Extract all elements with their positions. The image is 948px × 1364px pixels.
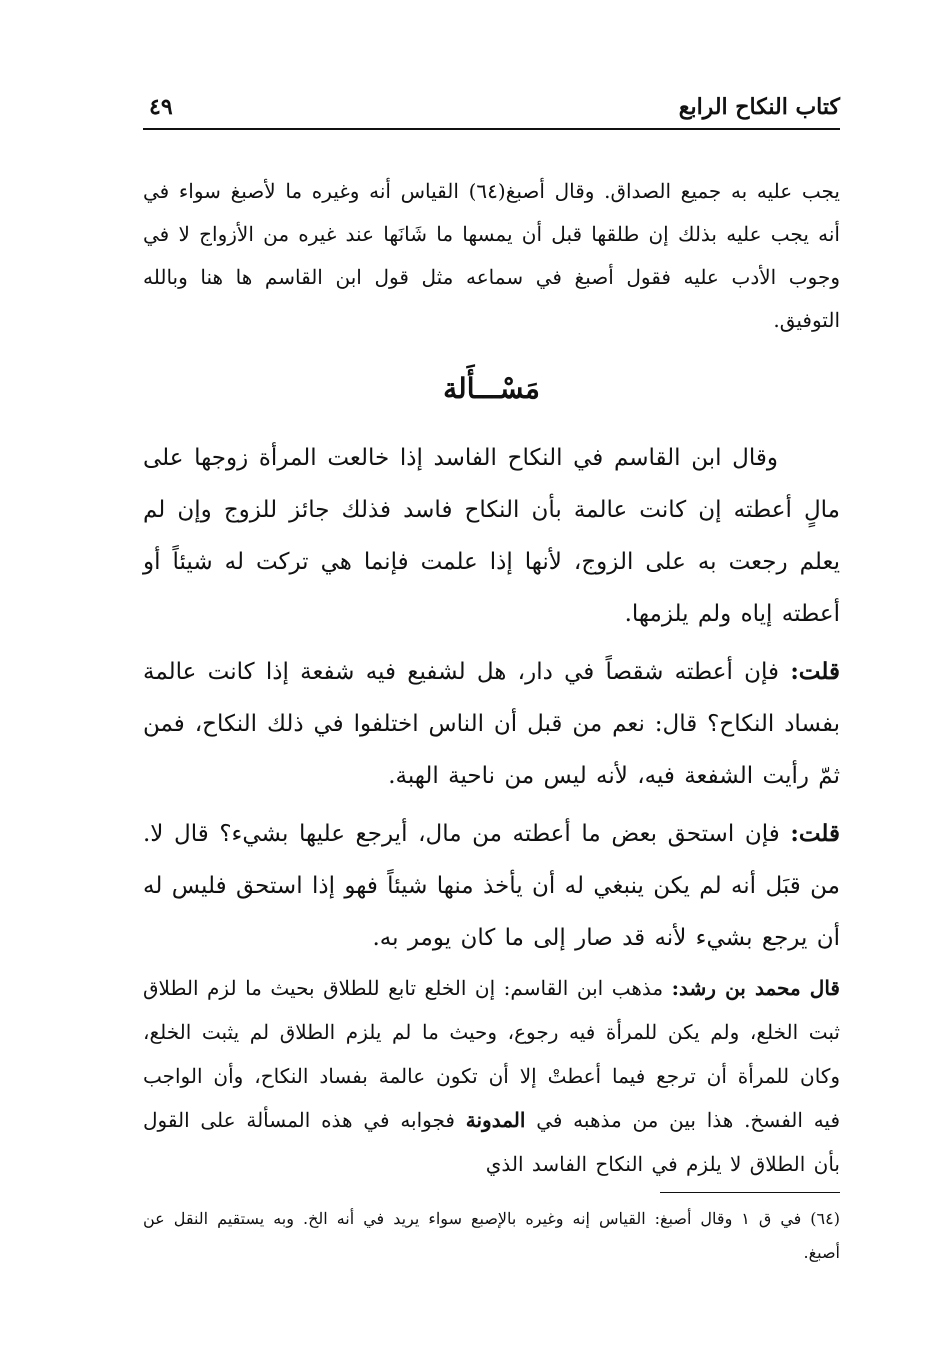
issue-paragraph-1: وقال ابن القاسم في النكاح الفاسد إذا خالعت المرأة زوجها على مالٍ أعطته إن كانت عالمة بأن النكاح فاسد فذلك جائز للزوج وإن لم يعلم رجعت به على الزوج، لأنها إذا علمت فإنما هي تركت له شيئاً أو أعطته إياه ولم يلزمها. (143, 445, 840, 627)
page-number: ٤٩ (149, 94, 173, 120)
page-header (143, 88, 840, 130)
running-title: كتاب النكاح الرابع (678, 94, 840, 120)
source-name: المدونة (465, 1108, 526, 1132)
intro-paragraph: يجب عليه به جميع الصداق. وقال أصبغ(٦٤) القياس أنه وغيره ما لأصبغ سواء في أنه يجب عليه بذلك إن طلقها قبل أن يمسها ما شَانَها عند غيره من الأزواج لا في وجوب الأدب عليه فقول أصبغ في سماعه مثل قول ابن القاسم ها هنا وبالله التوفيق. (143, 179, 840, 332)
intro-section (143, 170, 840, 342)
footnote-divider (660, 1192, 840, 1193)
question-body: فإن أعطته شقصاً في دار، هل لشفيع فيه شفعة إذا كانت عالمة بفساد النكاح؟ قال: نعم من قبل أن الناس اختلفوا في ذلك النكاح، فمن ثمّ رأيت الشفعة فيه، لأنه ليس من ناحية الهبة. (143, 659, 840, 789)
question-lead: قلت: (790, 658, 840, 685)
issue-paragraph-2 (143, 646, 840, 802)
question-body: فإن استحق بعض ما أعطته من مال، أيرجع عليها بشيء؟ قال لا. من قبَل أنه لم يكن ينبغي له أن يأخذ منها شيئاً فهو إذا استحق فليس له أن يرجع بشيء لأنه قد صار إلى ما كان يومر به. (143, 821, 840, 951)
commentary-text: مذهب ابن القاسم: إن الخلع تابع للطلاق بحيث ما لزم الطلاق ثبت الخلع، ولم يكن للمرأة فيه رجوع، وحيث ما لم يلزم الطلاق لم يثبت الخلع، وكان للمرأة أن ترجع فيما أعطتْ إلا أن تكون عالمة بفساد النكاح، وأن الواجب فيه الفسخ. هذا بين من مذهبه في (143, 976, 841, 1132)
footnote-section (143, 1202, 840, 1270)
commentary-section (143, 966, 840, 1186)
issue-section (143, 432, 840, 964)
commentary-lead: قال محمد بن رشد: (671, 976, 840, 1000)
commentary-text: فجوابه في هذه المسألة على القول بأن الطلاق لا يلزم في النكاح الفاسد الذي (143, 1108, 840, 1176)
section-title: مَسْـــأَلة (443, 372, 540, 405)
question-lead: قلت: (790, 820, 841, 847)
commentary-paragraph (143, 966, 840, 1186)
issue-paragraph-3 (143, 808, 840, 964)
footnote-text: (٦٤) في ق ١ وقال أصبغ: القياس إنه وغيره بالإصبع سواء يريد في أنه الخ. وبه يستقيم النقل عن أصبغ. (143, 1209, 840, 1262)
